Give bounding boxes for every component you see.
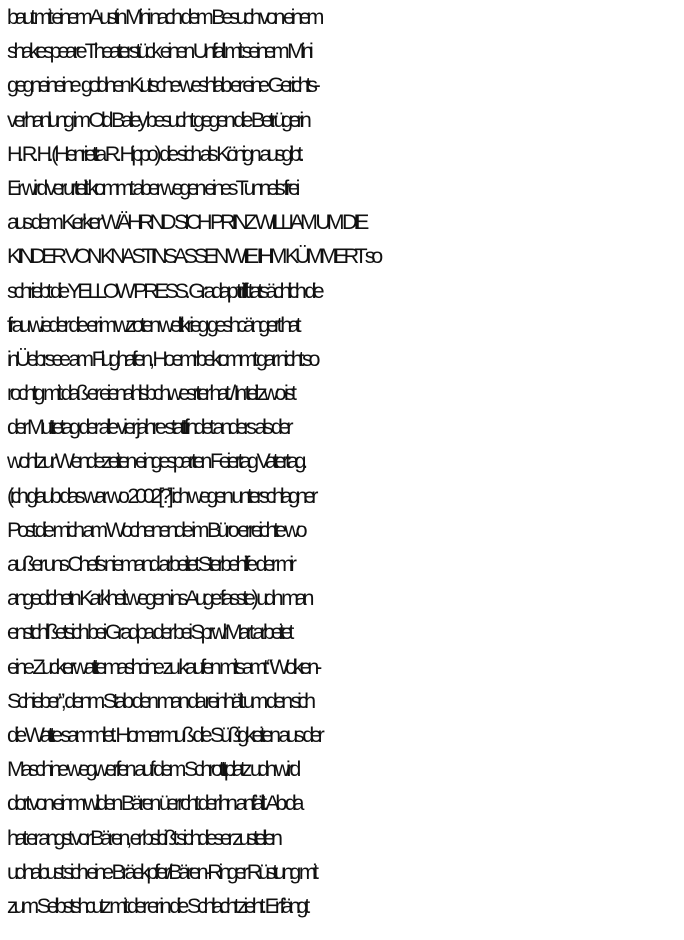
text-line-22: die Watte sammlet. Homer muß die Süßigkeiten aus der xyxy=(7,722,321,747)
text-line-4: verhanlung im Old Bailey besucht gegen die Betrügerin xyxy=(7,107,308,132)
text-line-18: angedichetn Karkheit wegen ins Auge fasste) udn man xyxy=(7,586,311,611)
text-line-10: frau wieder die er im wzoten weltkrieg geshcängert hat xyxy=(7,312,298,337)
text-line-27: zum Selbstshcutz mit der er in die Schlacht zieht. Er fängt xyxy=(7,893,306,918)
text-line-12: rochtg mit daß er eienahlsbchwesrter hat. / In teil zwo ist xyxy=(7,381,293,406)
text-line-6: Er wird verurteilt kommt aber wegen eines Tunnels frei xyxy=(7,175,297,200)
text-line-26: udnabust sich eine Bräekpfer/Bären-Ringer Rüstung mit xyxy=(7,859,315,884)
text-line-23: Maschine wegwerfen auf dem Schrotttplatz udn wird xyxy=(7,757,298,782)
text-line-21: Schieber”, denm Stab den man da reinhält um den sich xyxy=(7,688,312,713)
text-line-5: H. R. H. (Henrietta R. Hippo) die sich als Könign ausgibt. xyxy=(7,141,301,166)
text-line-15: (ich glaub das war wo 2002[?] ich wegen unterschlagner xyxy=(7,483,315,508)
text-line-14: wohl zur Wendezeiten eingesparten Feiertag Vatertag. xyxy=(7,449,304,474)
text-line-9: schriebt die YELLOW PRESS. Gradap trifft tatsächlich die xyxy=(7,278,321,303)
text-line-24: dort von einm wilden Bären üerrcht der ihn anfällt. Ab da xyxy=(7,791,301,816)
text-line-3: gegneineine goldnen Kutsche weshlab er eine Gerichts- xyxy=(7,73,317,98)
text-line-7: aus dem Kerker WÄHRND SICH PRINZ WILLIAM UM DIE xyxy=(7,210,366,235)
document-text xyxy=(7,0,683,923)
text-line-8: KINDER VON KNASTINSASSEN WIE IHM KÜMMERT so xyxy=(7,244,379,269)
text-line-17: außer uns Chefs niemand arbeitet Sterbehilfe der mir xyxy=(7,552,293,576)
text-line-19: enstchlißetsich bei Gradpa der bei Sprwl Mart arbeitet xyxy=(7,620,291,645)
text-line-11: inÜebrsee am Flughafen, Hoemrbekommt gar nicht so xyxy=(7,346,317,371)
text-line-20: eine Zuckerwattemashcine zu kaufen mitsamt “Wolken- xyxy=(7,654,319,679)
text-line-16: Post die mich am Wochenende im Büro erreichte wo xyxy=(7,517,304,542)
text-line-13: der Muttetag der alle vier jahre stattfindet anders als der xyxy=(7,415,290,440)
text-line-25: hat er angst vor Bären, er bslcißt sichdieser zustellen xyxy=(7,825,279,850)
text-line-2: shakespeare Theaterstück einen Unfall mit seinem Mini xyxy=(7,39,310,64)
text-line-1: baut mit einem Austin Mini nach dem Besuch von einem xyxy=(7,5,321,29)
